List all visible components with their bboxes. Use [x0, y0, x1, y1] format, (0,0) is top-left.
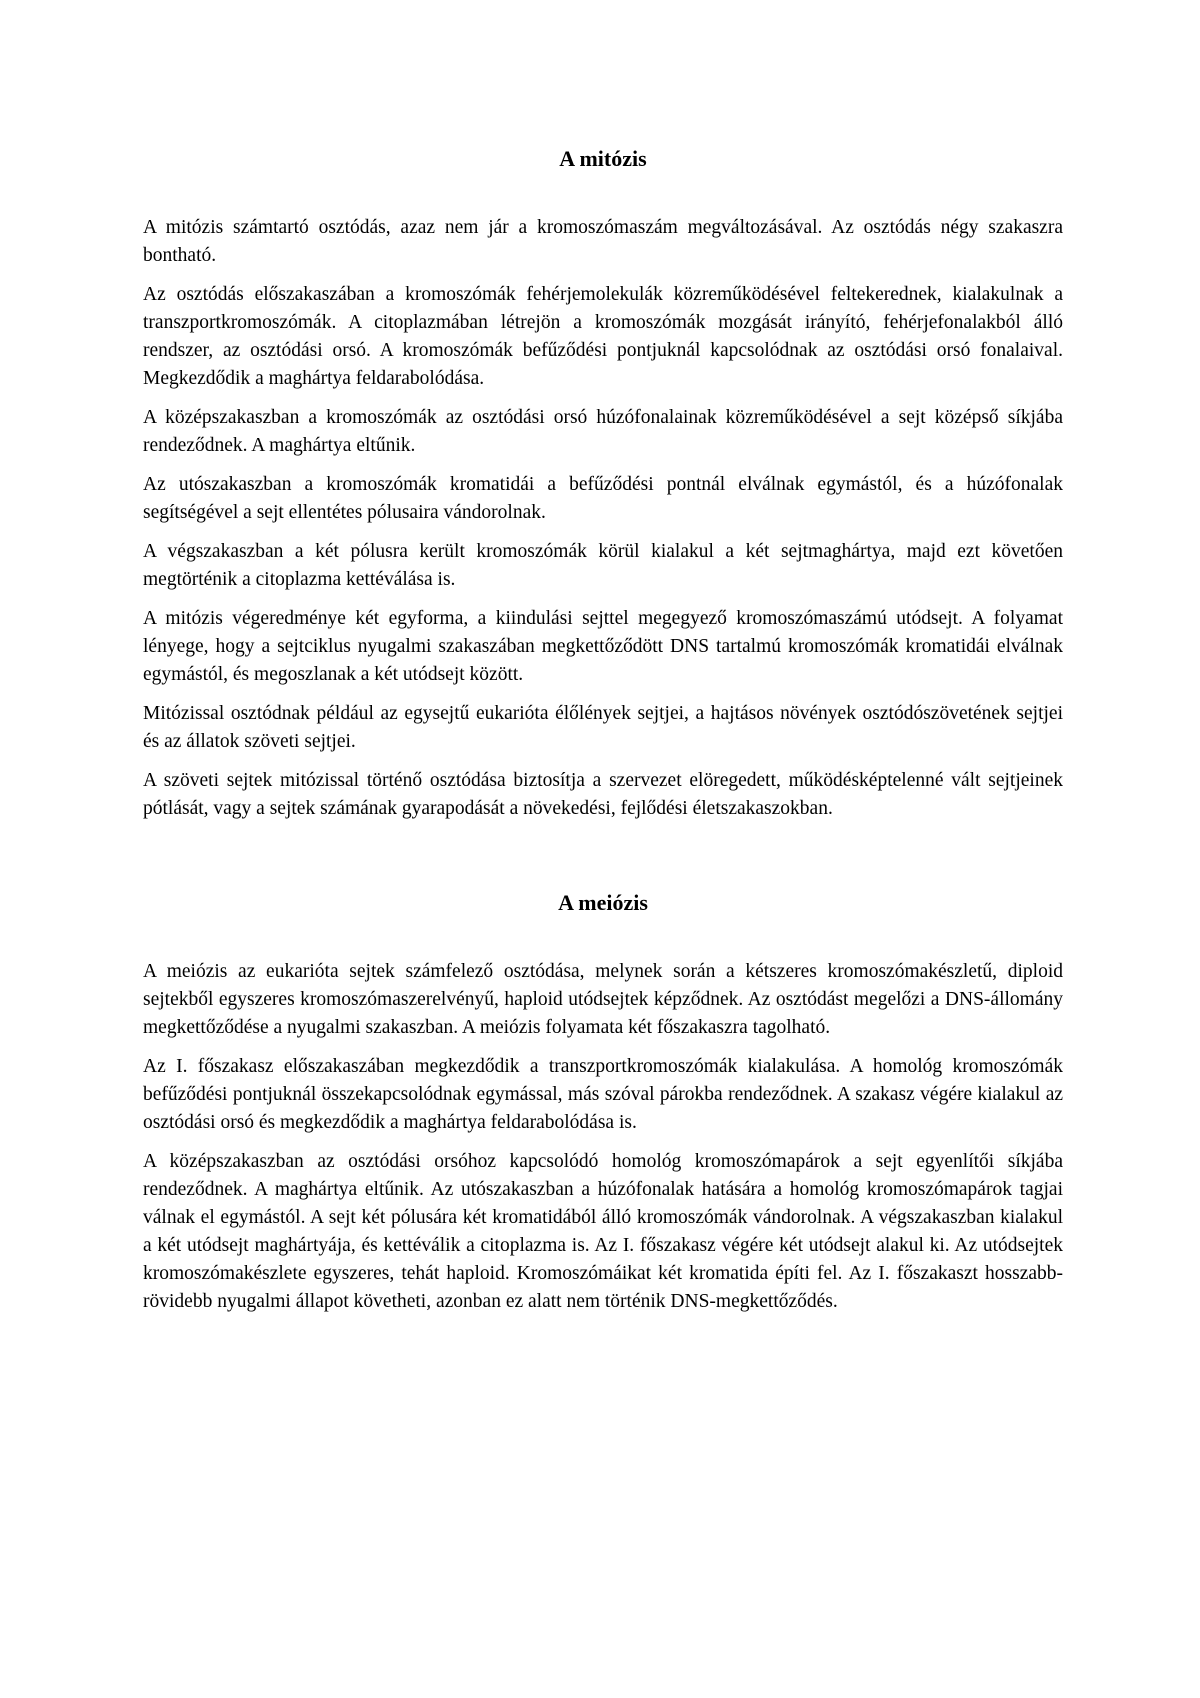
paragraph: A középszakaszban a kromoszómák az osztódási orsó húzófonalainak közreműködésével a sejt középső síkjába rendeződnek. A maghártya eltűnik.: [143, 407, 1063, 456]
paragraph: Az osztódás előszakaszában a kromoszómák fehérjemolekulák közreműködésével feltekerednek, kialakulnak a transzportkromoszómák. A citoplazmában létrejön a kromoszómák mozgását irányító, fehérjefonalakból álló rendszer, az osztódási orsó. A kromoszómák befűződési pontjuknál kapcsolódnak az osztódási orsó fonalaival. Megkezdődik a maghártya feldarabolódása.: [143, 284, 1063, 389]
paragraph: A végszakaszban a két pólusra került kromoszómák körül kialakul a két sejtmaghártya, majd ezt követően megtörténik a citoplazma kettéválása is.: [143, 541, 1063, 590]
paragraph: Mitózissal osztódnak például az egysejtű eukarióta élőlények sejtjei, a hajtásos növények osztódószövetének sejtjei és az állatok szöveti sejtjei.: [143, 703, 1063, 752]
paragraph: Az I. főszakasz előszakaszában megkezdődik a transzportkromoszómák kialakulása. A homológ kromoszómák befűződési pontjuknál összekapcsolódnak egymással, más szóval párokba rendeződnek. A szakasz végére kialakul az osztódási orsó és megkezdődik a maghártya feldarabolódása is.: [143, 1056, 1063, 1133]
section-title: A mitózis: [559, 146, 647, 171]
paragraph: Az utószakaszban a kromoszómák kromatidái a befűződési pontnál elválnak egymástól, és a húzófonalak segítségével a sejt ellentétes pólusaira vándorolnak.: [143, 474, 1063, 523]
paragraph: A mitózis végeredménye két egyforma, a kiindulási sejttel megegyező kromoszómaszámú utódsejt. A folyamat lényege, hogy a sejtciklus nyugalmi szakaszában megkettőződött DNS tartalmú kromoszómák kromatidái elválnak egymástól, és megoszlanak a két utódsejt között.: [143, 608, 1063, 685]
section-title: A meiózis: [558, 890, 648, 915]
paragraph: A szöveti sejtek mitózissal történő osztódása biztosítja a szervezet elöregedett, működésképtelenné vált sejtjeinek pótlását, vagy a sejtek számának gyarapodását a növekedési, fejlődési életszakaszokban.: [143, 770, 1063, 819]
document-page: [143, 0, 1063, 1327]
section-meiozis: [143, 834, 1063, 1316]
section-mitozis: [143, 0, 1063, 823]
paragraph: A meiózis az eukarióta sejtek számfelező osztódása, melynek során a kétszeres kromoszómakészletű, diploid sejtekből egyszeres kromoszómaszerelvényű, haploid utódsejtek képződnek. Az osztódást megelőzi a DNS-állomány megkettőződése a nyugalmi szakaszban. A meiózis folyamata két főszakaszra tagolható.: [143, 961, 1063, 1038]
paragraph: A középszakaszban az osztódási orsóhoz kapcsolódó homológ kromoszómapárok a sejt egyenlítői síkjába rendeződnek. A maghártya eltűnik. Az utószakaszban a húzófonalak hatására a homológ kromoszómapárok tagjai válnak el egymástól. A sejt két pólusára két kromatidából álló kromoszómák vándorolnak. A végszakaszban kialakul a két utódsejt maghártyája, és kettéválik a citoplazma is. Az I. főszakasz végére két utódsejt alakul ki. Az utódsejtek kromoszómakészlete egyszeres, tehát haploid. Kromoszómáikat két kromatida építi fel. Az I. főszakaszt hosszabb-rövidebb nyugalmi állapot követheti, azonban ez alatt nem történik DNS-megkettőződés.: [143, 1151, 1063, 1312]
paragraph: A mitózis számtartó osztódás, azaz nem jár a kromoszómaszám megváltozásával. Az osztódás négy szakaszra bontható.: [143, 217, 1063, 266]
